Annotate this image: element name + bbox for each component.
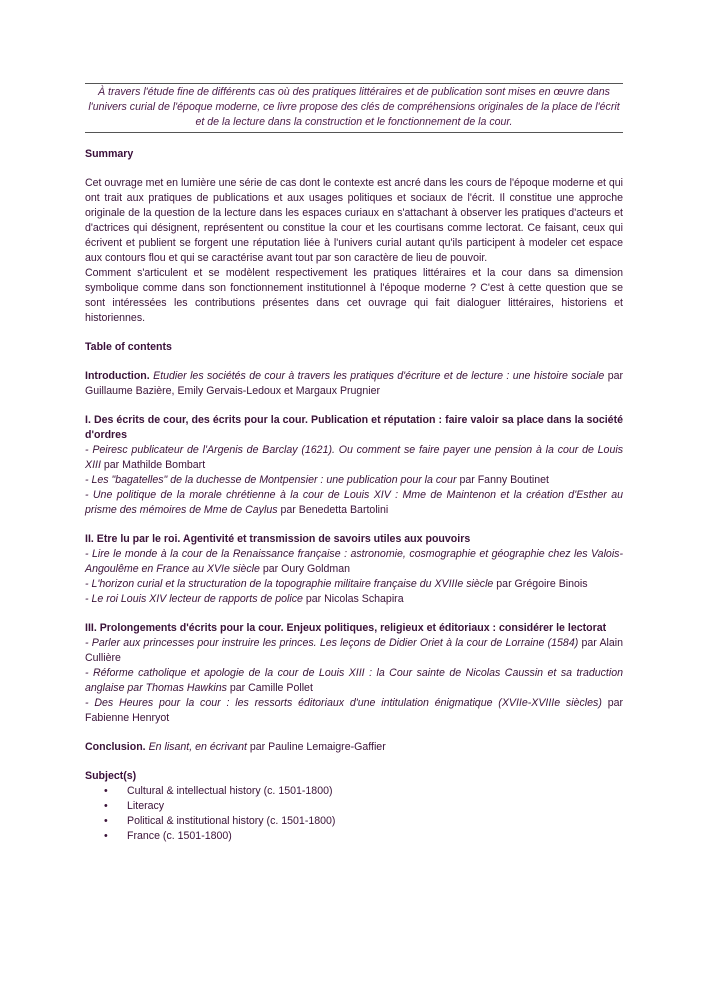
toc-part — [85, 532, 623, 607]
toc-entry-by: par — [607, 697, 623, 709]
toc-entry-by: par — [459, 474, 475, 486]
subjects-heading: Subject(s) — [85, 770, 137, 782]
toc-introduction — [85, 369, 623, 399]
summary-paragraph-2: Comment s'articulent et se modèlent respectivement les pratiques littéraires et la cour dans sa dimension symbolique comme dans son fonctionnement institutionnel à l'époque moderne ? C'est à cette question que se sont intéressées les contributions présentes dans cet ouvrage qui fait dialoguer littéraires, historiens et historiennes. — [85, 267, 623, 324]
intro-title: Etudier les sociétés de cour à travers les pratiques d'écriture et de lecture : une histoire sociale — [153, 370, 605, 382]
toc-part-title: III. Prolongements d'écrits pour la cour. Enjeux politiques, religieux et éditoriaux : considérer le lectorat — [85, 622, 607, 634]
toc-entry-by: par — [496, 578, 512, 590]
toc-entry-by: par — [229, 682, 246, 694]
intro-by: par — [607, 370, 624, 382]
subject-label: Literacy — [127, 800, 165, 812]
toc-entry-title: - Les "bagatelles" de la duchesse de Montpensier : une publication pour la cour — [85, 474, 457, 486]
toc-entry-author: Fanny Boutinet — [477, 474, 549, 486]
toc-entry — [85, 636, 623, 666]
toc-entry — [85, 666, 623, 696]
summary-paragraph-1: Cet ouvrage met en lumière une série de cas dont le contexte est ancré dans les cours de l'époque moderne et qui ont trait aux pratiques de publications et aux usages politiques et sociaux de l'écrit. Il constitue une approche originale de la question de la lecture dans les espaces curiaux en s'attachant à observer les pratiques d'acteurs et d'actrices qui désignent, représentent ou constitue la cour et les courtisans comme lectorat. Ce faisant, ceux qui écrivent et publient se forgent une réputation liée à l'univers curial autant qu'ils participent à modeler cet espace aux contours flou et qui se caractérise avant tout par son caractère de lieu de pouvoir. — [85, 177, 623, 264]
toc-entry-by: par — [103, 459, 120, 471]
toc-entry — [85, 696, 623, 726]
bullet-icon: • — [104, 815, 108, 827]
toc-part — [85, 621, 623, 726]
bullet-icon: • — [104, 830, 108, 842]
toc-entry-author: Benedetta Bartolini — [298, 504, 389, 516]
subjects-list — [85, 784, 623, 844]
document-content — [85, 83, 623, 844]
conclusion-author: Pauline Lemaigre-Gaffier — [268, 741, 386, 753]
toc-entry-author: Fabienne Henryot — [85, 712, 170, 724]
toc-conclusion — [85, 740, 623, 755]
subject-label: Cultural & intellectual history (c. 1501-1800) — [127, 785, 333, 797]
toc-entry-title: - Une politique de la morale chrétienne à la cour de Louis XIV : Mme de Maintenon et la création d'Esther au prisme des mémoires de Mme de Caylus — [85, 489, 623, 516]
toc-entry-author: Mathilde Bombart — [122, 459, 206, 471]
toc-entry-by: par — [280, 504, 296, 516]
toc-entry — [85, 443, 623, 473]
bullet-icon: • — [104, 800, 108, 812]
abstract-box: À travers l'étude fine de différents cas où des pratiques littéraires et de publication sont mises en œuvre dans l'univers curial de l'époque moderne, ce livre propose des clés de compréhensions originales de la place de l'écrit et de la lecture dans la construction et le fonctionnement de la cour. — [85, 83, 623, 133]
subject-item — [85, 829, 623, 844]
conclusion-title: En lisant, en écrivant — [148, 741, 247, 753]
toc-entry-author: Camille Pollet — [248, 682, 313, 694]
conclusion-by: par — [249, 741, 266, 753]
toc-entry-author: Grégoire Binois — [514, 578, 588, 590]
toc-entry-title: - Le roi Louis XIV lecteur de rapports de police — [85, 593, 303, 605]
subject-label: France (c. 1501-1800) — [127, 830, 232, 842]
summary-body — [85, 176, 623, 326]
toc-entry — [85, 547, 623, 577]
toc-entry-author: Oury Goldman — [281, 563, 351, 575]
intro-label: Introduction. — [85, 370, 150, 382]
subject-item — [85, 799, 623, 814]
toc-entry-author: Alain Cullière — [85, 637, 623, 664]
toc-entry — [85, 473, 623, 488]
subject-label: Political & institutional history (c. 1501-1800) — [127, 815, 336, 827]
toc-entry — [85, 577, 623, 592]
toc-part-title: I. Des écrits de cour, des écrits pour la cour. Publication et réputation : faire valoir sa place dans la société d'ordres — [85, 414, 623, 441]
toc-entry-by: par — [262, 563, 279, 575]
toc-entry-title: - Parler aux princesses pour instruire les princes. Les leçons de Didier Oriet à la cour de Lorraine (1584) — [85, 637, 579, 649]
toc-parts — [85, 413, 623, 726]
conclusion-label: Conclusion. — [85, 741, 146, 753]
toc-entry-title: - Réforme catholique et apologie de la cour de Louis XIII : la Cour sainte de Nicolas Caussin et sa traduction anglaise par Thomas Hawkins — [85, 667, 623, 694]
summary-heading: Summary — [85, 148, 134, 160]
toc-entry — [85, 592, 623, 607]
toc-heading: Table of contents — [85, 341, 172, 353]
toc-entry — [85, 488, 623, 518]
toc-part-title: II. Etre lu par le roi. Agentivité et transmission de savoirs utiles aux pouvoirs — [85, 533, 471, 545]
subject-item — [85, 814, 623, 829]
toc-entry-title: - Peiresc publicateur de l'Argenis de Barclay (1621). Ou comment se faire payer une pension à la cour de Louis XIII — [85, 444, 623, 471]
toc-entry-author: Nicolas Schapira — [324, 593, 404, 605]
subject-item — [85, 784, 623, 799]
intro-authors: Guillaume Bazière, Emily Gervais-Ledoux et Margaux Prugnier — [85, 385, 380, 397]
toc-entry-by: par — [305, 593, 322, 605]
toc-part — [85, 413, 623, 518]
bullet-icon: • — [104, 785, 108, 797]
toc-entry-title: - L'horizon curial et la structuration de la topographie militaire française du XVIIIe siècle — [85, 578, 494, 590]
toc-entry-title: - Lire le monde à la cour de la Renaissance française : astronomie, cosmographie et géographie chez les Valois-Angoulême en France au XVIe siècle — [85, 548, 623, 575]
toc-entry-title: - Des Heures pour la cour : les ressorts éditoriaux d'une intitulation énigmatique (XVIIe-XVIIIe siècles) — [85, 697, 602, 709]
toc-entry-by: par — [581, 637, 597, 649]
